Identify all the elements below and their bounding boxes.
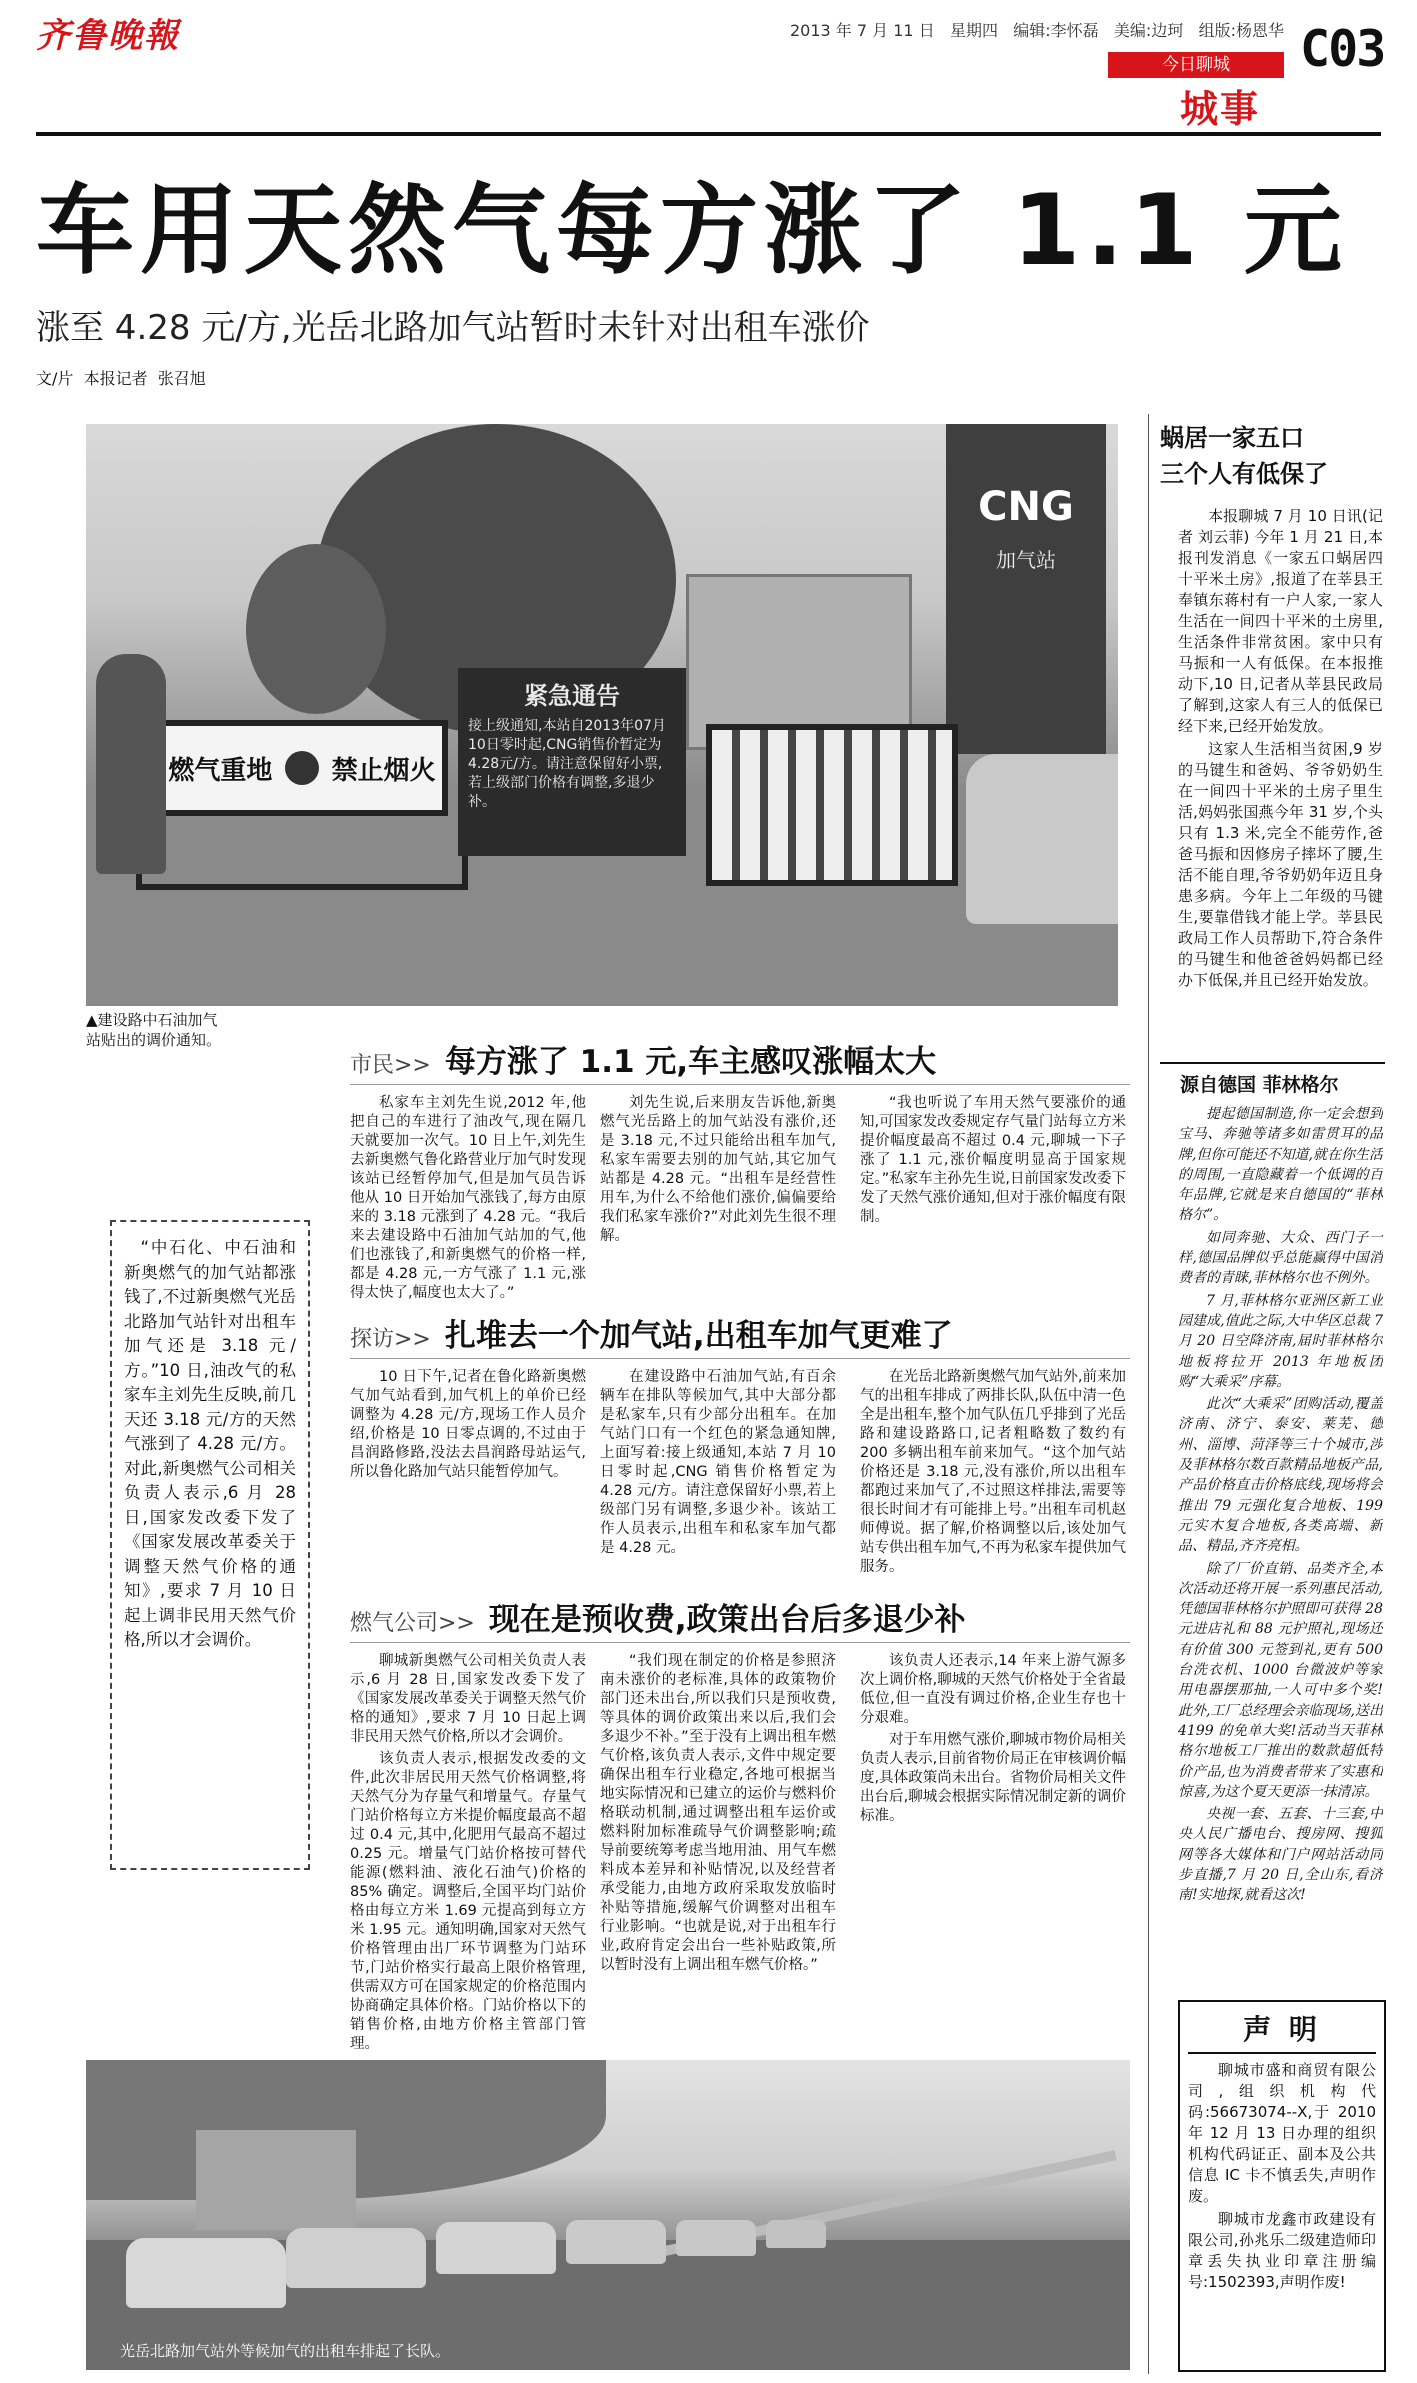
headline-subtitle: 涨至 4.28 元/方,光岳北路加气站暂时未针对出租车涨价 <box>36 308 870 348</box>
sidebar-story1-title-line2: 三个人有低保了 <box>1160 460 1328 488</box>
worker-figure <box>96 654 166 874</box>
issue-weekday: 星期四 <box>949 21 998 40</box>
barrier-sign <box>156 720 448 816</box>
barrier-frame <box>136 804 468 890</box>
section-header-gas-company <box>350 1594 1150 1644</box>
section-name: 城事 <box>1180 87 1261 131</box>
sidebar-paragraph: 此次“大乘采”团购活动,覆盖济南、济宁、泰安、莱芜、德州、淄博、菏泽等三十个城市,涉及菲林格尔数百款精品地板产品,产品价格直击价格底线,现场将会推出 79 元强化复合地板、199 元实木复合地板,各类高端、新品、精品,齐齐亮相。 <box>1178 1396 1383 1555</box>
section-visit-col3 <box>860 1368 1126 1596</box>
notice-body: 接上级通知,本站自2013年07月10日零时起,CNG销售价暂定为4.28元/方。请注意保留好小票,若上级部门价格有调整,多退少补。 <box>468 718 666 810</box>
sidebar-paragraph: 7 月,菲林格尔亚洲区新工业园建成,值此之际,大中华区总裁 7 月 20 日空降济南,届时菲林格尔地板将拉开 2013 年地板团购“大乘采”序幕。 <box>1178 1292 1383 1390</box>
sidebar-divider <box>1148 414 1149 2374</box>
article-paragraph: 在建设路中石油加气站,有百余辆车在排队等候加气,其中大部分都是私家车,只有少部分出租车。在加气站门口有一个红色的紧急通知牌,上面写着:接上级通知,本站 7 月 10 日零时起,CNG 销售价格暂定为 4.28 元/方。请注意保留好小票,若上级部门另有调整,多退少补。该站工作人员表示,出租车和私家车加气都是 4.28 元。 <box>600 1369 836 1556</box>
sidebar-story2-title: 源自德国 菲林格尔 <box>1180 1074 1339 1096</box>
pull-quote-text: “中石化、中石油和新奥燃气的加气站都涨钱了,不过新奥燃气光岳北路加气站针对出租车加气还是 3.18 元/方。”10 日,油改气的私家车主刘先生反映,前几天还 3.18 元/方的天然气涨到了 4.28 元/方。对此,新奥燃气公司相关负责人表示,6 月 28 日,国家发改委下发了《国家发展改革委关于调整天然气价格的通知》,要求 7 月 10 日起上调非民用天然气价格,所以才会调价。 <box>124 1238 296 1649</box>
notice-item: 聊城市龙鑫市政建设有限公司,孙兆乐二级建造师印章丢失执业印章注册编号:1502393,声明作废! <box>1188 2210 1376 2291</box>
taxi-shape <box>436 2222 556 2274</box>
sidebar-rule <box>1160 1062 1385 1064</box>
section-gas-company-col1 <box>350 1652 586 2052</box>
gas-station-notice-photo <box>86 424 1118 1006</box>
notice-box <box>1178 2000 1386 2372</box>
sidebar-paragraph: 如同奔驰、大众、西门子一样,德国品牌似乎总能赢得中国消费者的青睐,菲林格尔也不例外。 <box>1178 1229 1383 1287</box>
section-tag-visit: 探访>> <box>350 1327 431 1352</box>
sidebar-paragraph: 本报聊城 7 月 10 日讯(记者 刘云菲) 今年 1 月 21 日,本报刊发消息《一家五口蜗居四十平米土房》,报道了在莘县王奉镇东蒋村有一户人家,一家人生活在一间四十平米的土房里,生活条件非常贫困。家中只有马振和一人有低保。在本报推动下,10 日,记者从莘县民政局了解到,这家人有三人的低保已经下来,已经开始发放。 <box>1178 507 1383 735</box>
notice-title: 紧急通告 <box>524 682 620 710</box>
sidebar-paragraph: 除了厂价直销、品类齐全,本次活动还将开展一系列惠民活动,凭德国菲林格尔护照即可获得 28 元进店礼和 88 元护照礼,现场还有价值 300 元签到礼,更有 500 台洗衣机、1000 台微波炉等家用电器摆那抽,一人可中多个奖!此外,工厂总经理会亲临现场,送出 4199 的免单大奖!活动当天菲林格尔地板工厂推出的数款超低特价产品,也为消费者带来了实惠和惊喜,为这个夏天更添一抹清凉。 <box>1178 1560 1383 1800</box>
newspaper-logo: 齐鲁晚報 <box>36 16 180 56</box>
sidebar-paragraph: 央视一套、五套、十三套,中央人民广播电台、搜房网、搜狐网等各大媒体和门户网站活动同步直播,7 月 20 日,全山东,看济南!实地探,就看这次! <box>1178 1806 1383 1904</box>
masthead-rule <box>36 132 1381 136</box>
barrier-sign-right-text: 禁止烟火 <box>331 755 436 786</box>
taxi-shape <box>126 2238 286 2308</box>
article-paragraph: 对于车用燃气涨价,聊城市物价局相关负责人表示,目前省物价局正在审核调价幅度,具体政策尚未出台。省物价局相关文件出台后,聊城会根据实际情况制定新的调价标准。 <box>860 1732 1126 1824</box>
building-shape <box>196 2130 356 2230</box>
article-paragraph: 10 日下午,记者在鲁化路新奥燃气加气站看到,加气机上的单价已经调整为 4.28 元/方,现场工作人员介绍,价格是 10 日零点调的,不过由于昌润路修路,没法去昌润路母站运气,所以鲁化路加气站只能暂停加气。 <box>350 1369 586 1480</box>
sidebar-story2-body <box>1178 1104 1383 1992</box>
section-citizens-col3 <box>860 1094 1126 1312</box>
section-citizens-col2 <box>600 1094 836 1312</box>
article-paragraph: 在光岳北路新奥燃气加气站外,前来加气的出租车排成了两排长队,队伍中清一色全是出租车,整个加气队伍几乎排到了光岳路和建设路路口,记者粗略数了数约有 200 多辆出租车前来加气。“这个加气站价格还是 3.18 元,没有涨价,所以出租车都跑过来加气了,不过照这样排法,需要等很长时间才有可能排上号。”出租车司机赵师傅说。据了解,价格调整以后,该处加气站专供出租车加气,不再为私家车提供加气服务。 <box>860 1369 1126 1575</box>
emergency-notice-board <box>458 668 686 856</box>
layout-editor-credit: 组版:杨恩华 <box>1198 21 1284 40</box>
article-paragraph: 该负责人表示,根据发改委的文件,此次非居民用天然气价格调整,将天然气分为存量气和增量气。存量气门站价格每立方米提价幅度最高不超过 0.4 元,其中,化肥用气最高不超过 0.25 元。增量气门站价格按可替代能源(燃料油、液化石油气)价格的 85% 确定。调整后,全国平均门站价格由每立方米 1.69 元提高到每立方米 1.95 元。通知明确,国家对天然气价格管理由出厂环节调整为门站环节,门站价格实行最高上限价格管理,供需双方可在国家规定的价格范围内协商确定具体价格。门站价格以下的销售价格,由地方价格主管部门管理。 <box>350 1751 586 2052</box>
section-tag: 今日聊城 <box>1108 52 1284 78</box>
art-editor-credit: 美编:边珂 <box>1113 21 1184 40</box>
taxi-shape <box>676 2220 756 2256</box>
section-title-citizens: 每方涨了 1.1 元,车主感叹涨幅太大 <box>444 1044 937 1080</box>
notice-box-body <box>1188 2060 1376 2293</box>
sidebar-paragraph: 这家人生活相当贫困,9 岁的马键生和爸妈、爷爷奶奶生在一间四十平米的土房子里生活,妈妈张国燕今年 31 岁,个头只有 1.3 米,完全不能劳作,爸爸马振和因修房子摔坏了腰,生活不能自理,爷爷奶奶年迈且身患多病。今年上二年级的马键生,要靠借钱才能上学。莘县民政局工作人员帮助下,符合条件的马键生和他爸爸妈妈都已经办下低保,并且已经开始发放。 <box>1178 740 1383 989</box>
sidebar-story1-title <box>1160 420 1385 500</box>
taxi-queue-photo <box>86 2060 1130 2370</box>
article-paragraph: 该负责人还表示,14 年来上游气源多次上调价格,聊城的天然气价格处于全省最低位,但一直没有调过价格,企业生存也十分艰难。 <box>860 1653 1126 1726</box>
section-citizens-col1 <box>350 1094 586 1312</box>
barrier-right <box>706 724 958 886</box>
editor-credit: 编辑:李怀磊 <box>1013 21 1099 40</box>
car-shape <box>966 754 1118 924</box>
taxi-shape <box>766 2220 826 2248</box>
article-paragraph: 聊城新奥燃气公司相关负责人表示,6 月 28 日,国家发改委下发了《国家发展改革委关于调整天然气价格的通知》,要求 7 月 10 日起上调非民用天然气价格,所以才会调价。 <box>350 1653 586 1745</box>
sidebar-paragraph: 提起德国制造,你一定会想到宝马、奔驰等诸多如雷贯耳的品牌,但你可能还不知道,就在你生活的周围,一直隐藏着一个低调的百年品牌,它就是来自德国的“菲林格尔”。 <box>1178 1106 1383 1224</box>
article-paragraph: “我也听说了车用天然气要涨价的通知,可国家发改委规定存气量门站每立方米提价幅度最高不超过 0.4 元,聊城一下子涨了 1.1 元,涨价幅度明显高于国家规定。”私家车主孙先生说,日前国家发改委下发了天然气涨价通知,但对于涨价幅度有限制。 <box>860 1095 1126 1225</box>
top-photo-caption: ▲建设路中石油加气站贴出的调价通知。 <box>86 1011 222 1049</box>
section-header-visit <box>350 1310 1150 1360</box>
barrier-sign-left-text: 燃气重地 <box>168 755 273 786</box>
section-rule <box>350 1358 1130 1359</box>
section-gas-company-col3 <box>860 1652 1126 2052</box>
issue-date: 2013 年 7 月 11 日 <box>790 21 935 40</box>
notice-item: 聊城市盛和商贸有限公司,组织机构代码:56673074--X,于 2010 年 12 月 13 日办理的组织机构代码证正、副本及公共信息 IC 卡不慎丢失,声明作废。 <box>1188 2061 1376 2205</box>
section-tag-citizens: 市民>> <box>350 1053 431 1078</box>
article-paragraph: “我们现在制定的价格是参照济南未涨价的老标准,具体的政策物价部门还未出台,所以我们只是预收费,等具体的调价政策出来以后,我们会多退少不补。”至于没有上调出租车燃气价格,该负责人表示,文件中规定要确保出租车行业稳定,各地可根据当地实际情况和已建立的运价与燃料价格联动机制,通过调整出租车运价或燃料附加标准疏导气价调整影响;疏导前要统筹考虑当地用油、用气车燃料成本差异和补贴情况,以及经营者承受能力,由地方政府采取发放临时补贴等措施,缓解气价调整对出租车行业影响。“也就是说,对于出租车行业,政府肯定会出台一些补贴政策,所以暂时没有上调出租车燃气价格。” <box>600 1653 836 1973</box>
cng-tower-subsign: 加气站 <box>996 548 1056 572</box>
section-visit-col2 <box>600 1368 836 1596</box>
section-visit-col1 <box>350 1368 586 1596</box>
article-paragraph: 刘先生说,后来朋友告诉他,新奥燃气光岳路上的加气站没有涨价,还是 3.18 元,不过只能给出租车加气,私家车需要去别的加气站,其它加气站都是 4.28 元。“出租车是经营性用车,为什么不给他们涨价,偏偏要给我们私家车涨价?”对此刘先生很不理解。 <box>600 1095 836 1244</box>
section-gas-company-col2 <box>600 1652 836 2052</box>
byline: 文/片 本报记者 张召旭 <box>36 369 206 388</box>
article-paragraph: 私家车主刘先生说,2012 年,他把自己的车进行了油改气,现在隔几天就要加一次气。10 日上午,刘先生去新奥燃气鲁化路营业厅加气时发现该站已经暂停加气,但是加气员告诉他从 10 日开始加气涨钱了,每方由原来的 3.18 元涨到了 4.28 元。“我后来去建设路中石油加气站加的气,他们也涨钱了,和新奥燃气的价格一样,都是 4.28 元,一方气涨了 1.1 元,涨得太快了,幅度也太大了。” <box>350 1095 586 1301</box>
headline-title: 车用天然气每方涨了 1.1 元 <box>36 174 1348 288</box>
sidebar-story1-body <box>1178 506 1383 1048</box>
taxi-shape <box>286 2228 426 2288</box>
cng-tower <box>946 424 1106 754</box>
tree-shape <box>246 544 386 714</box>
bottom-photo-caption: 光岳北路加气站外等候加气的出租车排起了长队。 <box>120 2342 451 2360</box>
section-rule <box>350 1642 1130 1643</box>
notice-box-title: 声 明 <box>1188 2008 1376 2054</box>
sidebar-story1-title-line1: 蜗居一家五口 <box>1160 424 1304 452</box>
pull-quote-box <box>110 1220 310 1870</box>
page-number: C03 <box>1300 20 1385 78</box>
taxi-shape <box>566 2220 666 2264</box>
masthead-info <box>790 18 1310 42</box>
cng-tower-sign: CNG <box>978 484 1074 530</box>
section-rule <box>350 1084 1130 1085</box>
section-header-citizens <box>350 1036 1150 1086</box>
gas-logo-icon <box>285 751 319 785</box>
section-title-visit: 扎堆去一个加气站,出租车加气更难了 <box>444 1318 953 1354</box>
section-tag-gas-company: 燃气公司>> <box>350 1611 475 1636</box>
section-title-gas-company: 现在是预收费,政策出台后多退少补 <box>488 1602 966 1638</box>
